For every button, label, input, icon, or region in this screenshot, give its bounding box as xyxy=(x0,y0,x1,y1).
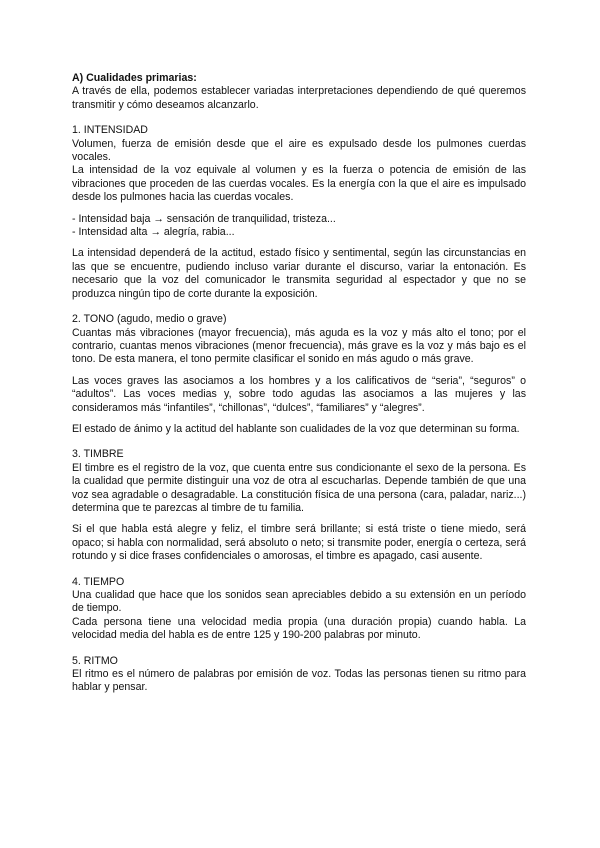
tiempo-heading: 4. TIEMPO xyxy=(72,575,125,588)
tono-paragraph-1: Cuantas más vibraciones (mayor frecuencia), más aguda es la voz y más alto el tono; por el contrario, cuantas menos vibraciones (menor frecuencia), más grave es la voz y más bajo es el tono. De esta manera, el tono permite clasificar el sonido en más agudo o más grave. xyxy=(72,326,526,366)
timbre-paragraph-2: Si el que habla está alegre y feliz, el timbre será brillante; si está triste o tiene miedo, será opaco; si habla con normalidad, será absoluto o neto; si transmite poder, energía o certeza, será rotundo y si dice frases confidenciales o amorosas, el timbre es apagado, casi ausente. xyxy=(72,523,526,563)
ritmo-heading: 5. RITMO xyxy=(72,654,118,667)
intensidad-paragraph-3: La intensidad dependerá de la actitud, estado físico y sentimental, según las circunstancias en las que se encuentre, pudiendo incluso variar durante el discurso, variar la entonación. Es necesario que la voz del comunicador le transmita seguridad al espectador y que no se produzca ningún tipo de corte durante la exposición. xyxy=(72,247,526,300)
tono-heading: 2. TONO (agudo, medio o grave) xyxy=(72,313,227,326)
intro-paragraph: A través de ella, podemos establecer variadas interpretaciones dependiendo de qué queremos transmitir y cómo deseamos alcanzarlo. xyxy=(72,85,526,111)
list-item: - Intensidad baja → sensación de tranquilidad, tristeza... xyxy=(72,212,336,225)
tono-paragraph-2: Las voces graves las asociamos a los hombres y a los calificativos de “seria”, “seguros” o “adultos”. Las voces medias y, sobre todo agudas las asociamos a las mujeres y las consideramos más “infantiles”, “chillonas”, “dulces”, “familiares” y “alegres”. xyxy=(72,374,526,414)
document-body xyxy=(72,72,526,695)
section-timbre xyxy=(72,448,526,563)
section-ritmo xyxy=(72,655,526,695)
timbre-heading: 3. TIMBRE xyxy=(72,448,124,461)
intensidad-paragraph-1: Volumen, fuerza de emisión desde que el aire es expulsado desde los pulmones cuerdas vocales. xyxy=(72,137,526,164)
section-tiempo xyxy=(72,576,526,643)
ritmo-paragraph-1: El ritmo es el número de palabras por emisión de voz. Todas las personas tienen su ritmo para hablar y pensar. xyxy=(72,668,526,694)
section-intensidad xyxy=(72,124,526,301)
tiempo-paragraph-1: Una cualidad que hace que los sonidos sean apreciables debido a su extensión en un período de tiempo. xyxy=(72,589,526,615)
tono-paragraph-3: El estado de ánimo y la actitud del hablante son cualidades de la voz que determinan su forma. xyxy=(72,422,520,435)
timbre-paragraph-1: El timbre es el registro de la voz, que cuenta entre sus condicionante el sexo de la persona. Es la cualidad que permite distinguir una voz de otra al escucharlas. Depende también de que una voz sea agradable o desagradable. La constitución física de una persona (cara, paladar, nariz...) determina que te parezcas al timbre de tu familia. xyxy=(72,461,526,514)
intensidad-paragraph-2: La intensidad de la voz equivale al volumen y es la fuerza o potencia de emisión de las vibraciones que proceden de las cuerdas vocales. Es la energía con la que el aire es impulsado desde los pulmones hacia las cuerdas vocales. xyxy=(72,164,526,204)
tiempo-paragraph-2: Cada persona tiene una velocidad media propia (una duración propia) cuando habla. La velocidad media del habla es de entre 125 y 190-200 palabras por minuto. xyxy=(72,615,526,642)
section-title: A) Cualidades primarias: xyxy=(72,72,197,84)
section-tono xyxy=(72,313,526,436)
list-item: - Intensidad alta → alegría, rabia... xyxy=(72,226,235,239)
intensidad-heading: 1. INTENSIDAD xyxy=(72,124,148,137)
section-intro xyxy=(72,72,526,112)
intensidad-list xyxy=(72,213,526,240)
